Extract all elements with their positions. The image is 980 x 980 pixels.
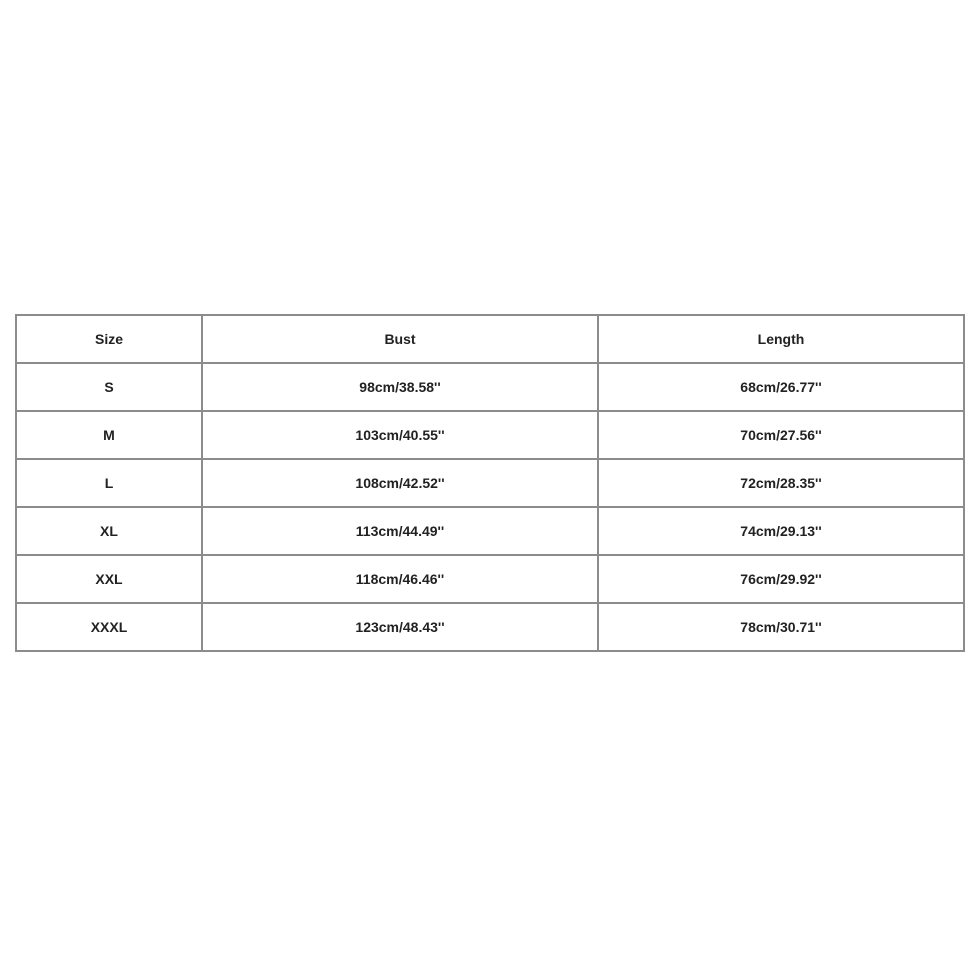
size-cell: S bbox=[16, 363, 202, 411]
table-row bbox=[16, 603, 964, 651]
table-header-row bbox=[16, 315, 964, 363]
table-row bbox=[16, 555, 964, 603]
size-cell: XL bbox=[16, 507, 202, 555]
length-cell: 68cm/26.77'' bbox=[598, 363, 964, 411]
length-cell: 74cm/29.13'' bbox=[598, 507, 964, 555]
table-row bbox=[16, 507, 964, 555]
size-cell: M bbox=[16, 411, 202, 459]
size-cell: XXXL bbox=[16, 603, 202, 651]
bust-cell: 118cm/46.46'' bbox=[202, 555, 598, 603]
table-row bbox=[16, 459, 964, 507]
bust-cell: 98cm/38.58'' bbox=[202, 363, 598, 411]
length-cell: 76cm/29.92'' bbox=[598, 555, 964, 603]
table-row bbox=[16, 411, 964, 459]
length-cell: 72cm/28.35'' bbox=[598, 459, 964, 507]
bust-cell: 103cm/40.55'' bbox=[202, 411, 598, 459]
length-cell: 70cm/27.56'' bbox=[598, 411, 964, 459]
header-length: Length bbox=[598, 315, 964, 363]
size-cell: L bbox=[16, 459, 202, 507]
bust-cell: 113cm/44.49'' bbox=[202, 507, 598, 555]
bust-cell: 123cm/48.43'' bbox=[202, 603, 598, 651]
bust-cell: 108cm/42.52'' bbox=[202, 459, 598, 507]
header-size: Size bbox=[16, 315, 202, 363]
size-chart-table bbox=[15, 314, 965, 652]
size-cell: XXL bbox=[16, 555, 202, 603]
table-row bbox=[16, 363, 964, 411]
length-cell: 78cm/30.71'' bbox=[598, 603, 964, 651]
header-bust: Bust bbox=[202, 315, 598, 363]
